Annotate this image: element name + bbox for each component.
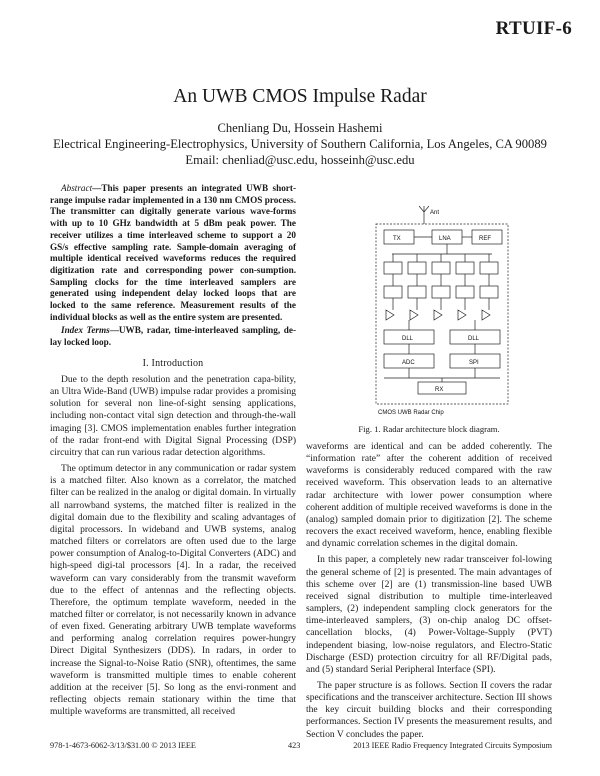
index-terms [50,325,296,348]
right-paragraph: In this paper, a completely new radar transceiver fol-lowing the general scheme of [2] is presented. The main advantages of this scheme over [2] are (1) transmission-line based UWB received signal distribution to multiple time-interleaved samplers, (2) independent sampling clock generators for the time-interleaved samplers, (3) on-chip analog DC offset-cancellation blocks, (4) Power-Voltage-Supply (PVT) independent biasing, low-noise regulators, and Electro-Static Discharge (ESD) protection circuitry for all RF/Digital pads, and (5) standard Serial Peripheral Interface (SPI). [306,554,552,675]
adc-label: ADC [402,360,415,366]
footer-copyright: 978-1-4673-6062-3/13/$31.00 © 2013 IEEE [50,741,196,750]
dll-label-2: DLL [468,336,480,342]
right-paragraph: waveforms are identical and can be added coherently. The “information rate” after the coherent addition of received waveforms is considerably reduced compared with the raw received waveform. This observation leads to an alternative radar architecture with lower power consumption where coherent addition of multiple received waveforms is done in the (analog) sampled domain prior to digitization [2]. The scheme recovers the exact received waveform, hence, enabling flexible and dynamic correlation schemes in the digital domain. [306,441,552,550]
authors: Chenliang Du, Hossein Hashemi [217,121,383,135]
left-column [50,183,296,722]
email: Email: chenliad@usc.edu, hosseinh@usc.edu [185,153,415,167]
abstract-text: —This paper presents an integrated UWB short-range impulse radar implemented in a 130 nm CMOS process. The transmitter can digitally generate various wave-forms with up to 10 GHz bandwidth at 5 dBm peak power. The receiver utilizes a time interleaved scheme to support a 20 GS/s effective sampling rate. Sample-domain averaging of multiple identical received waveforms reduces the required digitization rate and corresponding power con-sumption. Sampling clocks for the time interleaved samplers are generated using independent delay locked loops that are locked to the same reference. Measurement results of the individual blocks as well as the entire system are presented. [50,183,296,322]
figure-caption: Fig. 1. Radar architecture block diagram. [358,424,500,434]
rx-label: RX [435,387,444,393]
spi-label: SPI [469,360,479,366]
right-column [306,441,552,745]
session-code: RTUIF-6 [495,18,572,39]
tx-label: TX [393,236,401,242]
dll-label: DLL [402,336,414,342]
figure-block-diagram [372,202,512,450]
intro-paragraph: Due to the depth resolution and the penetration capa-bility, an Ultra Wide-Band (UWB) impulse radar provides a promising solution for several non line-of-sight sensing applications, including non-contact vital sign detection and through-the-wall imaging [3]. CMOS implementation enables further integration of the radar front-end with Digital Signal Processing (DSP) circuitry that can run various radar detection algorithms. [50,374,296,458]
page-number: 423 [288,741,301,750]
paper-title: An UWB CMOS Impulse Radar [173,86,427,107]
section-heading: I. Introduction [142,357,204,369]
abstract-lead: Abstract [61,183,93,193]
chip-label: CMOS UWB Radar Chip [378,410,444,416]
antenna-icon [419,206,429,216]
ref-label: REF [479,236,491,242]
affiliation: Electrical Engineering-Electrophysics, University of Southern California, Los Angeles, CA 90089 [53,137,547,151]
intro-paragraph: The optimum detector in any communication or radar system is a matched filter. Also known as a correlator, the matched filter can be realized in the analog or digital domain. In virtually all narrowband systems, the matched filter is realized in the digital domain due to the flexibility and scaling advantages of digital processors. In wideband and UWB systems, analog matched filters or correlators are often used due to the large power consumption of Analog-to-Digital Converters (ADC) and high-speed digi-tal processors [4]. In a radar, the received waveform can vary considerably from the transmit waveform due to the effect of antennas and the reflecting objects. Therefore, the optimum template waveform, needed in the matched filter or correlator, is not necessarily known in advance of even fixed. Generating arbitrary UWB template waveforms and performing analog correlation requires power-hungry Direct Digital Synthesizers (DDS). In radars, in order to increase the Signal-to-Noise Ratio (SNR), oftentimes, the same waveform is transmitted multiple times to enable coherent addition at the receiver [5]. So long as the envi-ronment and reflecting objects remain stationary within the time that multiple waveforms are transmitted, all received [50,463,296,718]
block-diagram-svg [372,202,512,420]
abstract [50,183,296,323]
index-terms-lead: Index Terms [61,325,110,336]
lna-label: LNA [439,236,451,242]
antenna-label: Ant [430,210,440,216]
right-paragraph: The paper structure is as follows. Section II covers the radar specifications and the transceiver architecture. Section III shows the key circuit building blocks and their corresponding performances. Section IV presents the measurement results, and Section V concludes the paper. [306,679,553,740]
index-terms-text: —UWB, radar, time-interleaved sampling, de-lay locked loop. [50,325,297,348]
sampler-array [384,254,498,320]
footer-conference: 2013 IEEE Radio Frequency Integrated Circuits Symposium [353,741,552,750]
